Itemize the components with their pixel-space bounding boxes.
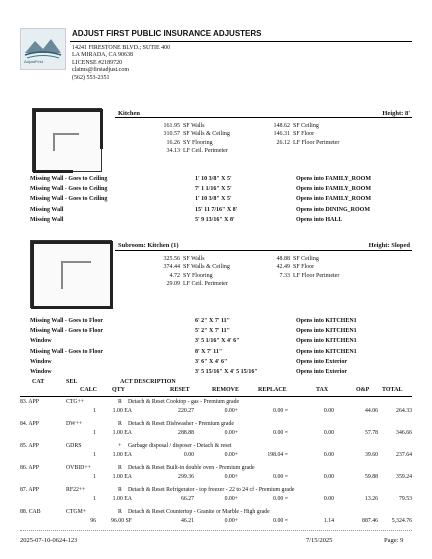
row-action: R bbox=[118, 399, 122, 405]
metric-row bbox=[152, 280, 230, 288]
row-op: 887.46 bbox=[362, 518, 378, 524]
row-replace: 0.00 = bbox=[273, 408, 288, 414]
opening-name: Window bbox=[30, 338, 52, 345]
opening-name: Missing Wall - Goes to Ceiling bbox=[30, 186, 108, 193]
opening-dim: 1' 10 3/8" X 5' bbox=[195, 176, 232, 182]
col-calc: CALC bbox=[80, 387, 98, 393]
opening-target: Opens into FAMILY_ROOM bbox=[296, 196, 372, 203]
company-contact bbox=[72, 45, 170, 82]
row-reset: 220.27 bbox=[178, 408, 194, 414]
row-calc: 1 bbox=[93, 408, 96, 414]
opening-row bbox=[30, 207, 412, 217]
opening-target: Opens into KITCHEN1 bbox=[296, 348, 357, 355]
row-total: 359.24 bbox=[396, 474, 412, 480]
opening-dim: 5' 9 13/16" X 8' bbox=[195, 216, 235, 223]
opening-target: Opens into KITCHEN1 bbox=[296, 328, 357, 335]
metric-unit: SF Ceiling bbox=[293, 123, 319, 129]
opening-dim: 3' 5 15/16" X 4' 5 15/16" bbox=[195, 368, 258, 375]
metric-value: 26.12 bbox=[276, 139, 290, 146]
metric-unit: LF Ceil. Perimeter bbox=[183, 148, 228, 155]
col-op: O&P bbox=[356, 387, 370, 393]
row-remove: 0.00+ bbox=[224, 474, 238, 480]
row-selector: RF22++ bbox=[66, 487, 86, 493]
row-calc: 1 bbox=[93, 496, 96, 502]
row-total: 346.66 bbox=[396, 430, 412, 436]
row-total: 5,324.76 bbox=[391, 518, 412, 524]
row-replace: 0.00 = bbox=[273, 496, 288, 502]
table-row bbox=[20, 508, 412, 530]
row-total: 264.33 bbox=[396, 408, 412, 414]
opening-dim: 8' X 7' 11" bbox=[195, 348, 223, 355]
row-calc: 96 bbox=[90, 518, 96, 524]
row-reset: 288.88 bbox=[178, 430, 194, 436]
metric-unit: SF Walls & Ceiling bbox=[183, 131, 230, 138]
opening-row bbox=[30, 328, 412, 338]
opening-target: Opens into Exterior bbox=[296, 358, 347, 365]
company-name: ADJUST FIRST PUBLIC INSURANCE ADJUSTERS bbox=[72, 29, 262, 38]
col-act: ACT DESCRIPTION bbox=[120, 379, 176, 385]
metric-row bbox=[262, 122, 339, 130]
opening-dim: 5' 2" X 7' 11" bbox=[195, 328, 230, 335]
metric-row bbox=[262, 263, 339, 271]
metric-unit: SY Flooring bbox=[183, 139, 213, 146]
subroom-title: Subroom: Kitchen (1) bbox=[118, 242, 179, 249]
subroom-openings bbox=[30, 318, 412, 379]
kitchen-rule bbox=[115, 117, 412, 118]
opening-dim: 7' 1 1/16" X 5' bbox=[195, 186, 232, 193]
row-selector: DW++ bbox=[66, 421, 83, 427]
row-selector: CTG++ bbox=[66, 399, 85, 405]
metric-row bbox=[152, 130, 230, 138]
metric-row bbox=[262, 130, 339, 138]
subroom-floor-plan bbox=[30, 240, 112, 308]
opening-dim: 1' 10 3/8" X 5' bbox=[195, 196, 232, 203]
row-number: 84. APP bbox=[20, 421, 40, 427]
row-op: 44.06 bbox=[364, 408, 378, 414]
row-number: 83. APP bbox=[20, 399, 40, 405]
row-replace: 0.00 = bbox=[273, 518, 288, 524]
opening-target: Opens into DINING_ROOM bbox=[296, 206, 371, 213]
row-description: Detach & Reset Countertop - Granite or Marble - High grade bbox=[128, 509, 270, 515]
opening-name: Window bbox=[30, 358, 52, 365]
opening-row bbox=[30, 196, 412, 206]
opening-name: Window bbox=[30, 368, 52, 375]
subroom-rule bbox=[115, 250, 412, 251]
row-description: Garbage disposal / disposer - Detach & reset bbox=[128, 443, 232, 449]
metric-unit: LF Floor Perimeter bbox=[293, 272, 340, 279]
row-description: Detach & Reset Cooktop - gas - Premium grade bbox=[128, 399, 240, 405]
opening-dim: 3' 6" X 4' 6" bbox=[195, 358, 228, 365]
metric-value: 146.31 bbox=[273, 131, 290, 138]
opening-name: Missing Wall - Goes to Floor bbox=[30, 328, 104, 335]
metric-row bbox=[152, 263, 230, 271]
metric-value: 34.13 bbox=[166, 148, 180, 155]
footer-page: Page: 9 bbox=[384, 537, 404, 544]
metric-row bbox=[152, 122, 230, 130]
metric-value: 29.09 bbox=[166, 281, 180, 288]
metric-unit: LF Ceil. Perimeter bbox=[183, 281, 228, 288]
opening-target: Opens into FAMILY_ROOM bbox=[296, 186, 372, 193]
kitchen-metrics-right bbox=[262, 122, 339, 147]
opening-row bbox=[30, 349, 412, 359]
row-reset: 299.36 bbox=[178, 474, 194, 480]
metric-row bbox=[262, 139, 339, 147]
row-tax: 1.14 bbox=[323, 518, 334, 524]
opening-name: Missing Wall - Goes to Floor bbox=[30, 348, 104, 355]
subroom-metrics-left bbox=[152, 255, 230, 289]
subroom-metrics-right bbox=[262, 255, 339, 280]
kitchen-floor-plan bbox=[32, 108, 102, 172]
metric-unit: SF Walls bbox=[183, 123, 205, 129]
metric-value: 4.72 bbox=[169, 272, 180, 279]
opening-row bbox=[30, 318, 412, 328]
row-reset: 0.00 bbox=[183, 452, 194, 458]
row-op: 59.88 bbox=[364, 474, 378, 480]
metric-value: 325.56 bbox=[163, 256, 180, 262]
row-remove: 0.00+ bbox=[224, 408, 238, 414]
metric-unit: SF Ceiling bbox=[293, 256, 319, 262]
row-description: Detach & Reset Refrigerator - top freezer - 22 to 24 cf - Premium grade bbox=[128, 487, 295, 493]
row-description: Detach & Reset Dishwasher - Premium grade bbox=[128, 421, 234, 427]
opening-row bbox=[30, 176, 412, 186]
col-cat: CAT bbox=[32, 379, 45, 385]
row-tax: 0.00 bbox=[323, 430, 334, 436]
metric-row bbox=[262, 255, 339, 263]
opening-target: Opens into KITCHEN1 bbox=[296, 338, 357, 345]
row-qty: 1.00 EA bbox=[112, 474, 132, 480]
row-selector: OVBID++ bbox=[66, 465, 91, 471]
header-rule bbox=[70, 41, 412, 42]
opening-row bbox=[30, 186, 412, 196]
metric-value: 48.88 bbox=[276, 256, 290, 262]
license: LICENSE #2189720 bbox=[72, 59, 123, 66]
table-end-rule bbox=[20, 530, 412, 531]
col-reset: RESET bbox=[170, 387, 190, 393]
row-action: R bbox=[118, 421, 122, 427]
row-selector: CTGM+ bbox=[66, 509, 87, 515]
metric-value: 16.26 bbox=[166, 139, 180, 146]
metric-row bbox=[152, 255, 230, 263]
kitchen-metrics-left bbox=[152, 122, 230, 156]
row-action: R bbox=[118, 465, 122, 471]
row-remove: 0.00+ bbox=[224, 430, 238, 436]
metric-unit: SF Floor bbox=[293, 131, 315, 138]
email: claims@firstadjust.com bbox=[72, 67, 130, 74]
opening-row bbox=[30, 359, 412, 369]
col-tax: TAX bbox=[316, 387, 329, 393]
row-selector: GDRS bbox=[66, 443, 82, 449]
opening-name: Missing Wall bbox=[30, 216, 64, 223]
footer-claim-id: 2025-07-10-0624-123 bbox=[20, 537, 78, 544]
metric-unit: SF Floor bbox=[293, 264, 315, 271]
metric-unit: SY Flooring bbox=[183, 272, 213, 279]
row-reset: 46.21 bbox=[180, 518, 194, 524]
row-tax: 0.00 bbox=[323, 496, 334, 502]
opening-dim: 6' 2" X 7' 11" bbox=[195, 318, 230, 324]
metric-value: 148.62 bbox=[273, 123, 290, 129]
row-qty: 1.00 EA bbox=[112, 430, 132, 436]
row-number: 85. APP bbox=[20, 443, 40, 449]
row-calc: 1 bbox=[93, 452, 96, 458]
col-remove: REMOVE bbox=[212, 387, 239, 393]
opening-name: Missing Wall bbox=[30, 206, 64, 213]
metric-value: 374.44 bbox=[163, 264, 180, 271]
row-op: 39.60 bbox=[364, 452, 378, 458]
metric-unit: LF Floor Perimeter bbox=[293, 139, 340, 146]
metric-unit: SF Walls bbox=[183, 256, 205, 262]
row-action: + bbox=[118, 443, 122, 449]
row-replace: 198.04 = bbox=[267, 452, 288, 458]
opening-target: Opens into Exterior bbox=[296, 368, 347, 375]
row-qty: 96.00 SF bbox=[111, 518, 132, 524]
row-tax: 0.00 bbox=[323, 474, 334, 480]
footer-date: 7/15/2025 bbox=[306, 537, 333, 544]
metric-value: 42.49 bbox=[276, 264, 290, 271]
table-row bbox=[20, 398, 412, 420]
opening-name: Missing Wall - Goes to Ceiling bbox=[30, 196, 108, 203]
table-row bbox=[20, 420, 412, 442]
opening-row bbox=[30, 369, 412, 379]
row-qty: 1.00 EA bbox=[112, 496, 132, 502]
row-number: 88. CAB bbox=[20, 509, 41, 515]
metric-row bbox=[152, 272, 230, 280]
row-total: 237.64 bbox=[396, 452, 412, 458]
metric-unit: SF Walls & Ceiling bbox=[183, 264, 230, 271]
row-reset: 66.27 bbox=[180, 496, 194, 502]
row-description: Detach & Reset Built-in double oven - Premium grade bbox=[128, 465, 255, 471]
opening-name: Missing Wall - Goes to Ceiling bbox=[30, 176, 108, 182]
metric-row bbox=[152, 147, 230, 155]
line-items bbox=[20, 398, 412, 530]
kitchen-height: Height: 8' bbox=[382, 110, 410, 117]
row-remove: 0.00+ bbox=[224, 452, 238, 458]
row-number: 86. APP bbox=[20, 465, 40, 471]
row-total: 79.53 bbox=[398, 496, 412, 502]
table-header bbox=[20, 379, 412, 395]
logo-text: AdjustFirst bbox=[24, 59, 43, 64]
row-action: R bbox=[118, 487, 122, 493]
opening-target: Opens into HALL bbox=[296, 216, 343, 223]
table-row bbox=[20, 486, 412, 508]
phone: (562) 553-2351 bbox=[72, 74, 110, 81]
col-qty: QTY bbox=[112, 387, 126, 393]
address-line-1: 14241 FIRESTONE BLVD.; SUTIE 400 bbox=[72, 45, 171, 51]
opening-name: Missing Wall - Goes to Floor bbox=[30, 318, 104, 324]
row-op: 13.26 bbox=[364, 496, 378, 502]
opening-row bbox=[30, 217, 412, 227]
col-total: TOTAL bbox=[382, 387, 403, 393]
subroom-height: Height: Sloped bbox=[368, 242, 410, 249]
address-line-2: LA MIRADA, CA 90638 bbox=[72, 52, 134, 59]
row-replace: 0.00 = bbox=[273, 430, 288, 436]
metric-row bbox=[152, 139, 230, 147]
company-logo bbox=[20, 28, 66, 70]
row-tax: 0.00 bbox=[323, 452, 334, 458]
opening-target: Opens into FAMILY_ROOM bbox=[296, 176, 372, 182]
opening-dim: 15' 11 7/16" X 8' bbox=[195, 206, 238, 213]
opening-dim: 3' 5 1/16" X 4' 6" bbox=[195, 338, 240, 345]
row-remove: 0.00+ bbox=[224, 518, 238, 524]
row-calc: 1 bbox=[93, 474, 96, 480]
metric-row bbox=[262, 272, 339, 280]
row-qty: 1.00 EA bbox=[112, 452, 132, 458]
table-header-rule bbox=[20, 396, 412, 397]
row-calc: 1 bbox=[93, 430, 96, 436]
table-row bbox=[20, 442, 412, 464]
col-replace: REPLACE bbox=[258, 387, 287, 393]
row-op: 57.78 bbox=[364, 430, 378, 436]
metric-value: 161.95 bbox=[163, 123, 180, 129]
col-sel: SEL bbox=[66, 379, 78, 385]
row-number: 87. APP bbox=[20, 487, 40, 493]
row-replace: 0.00 = bbox=[273, 474, 288, 480]
row-tax: 0.00 bbox=[323, 408, 334, 414]
metric-value: 7.33 bbox=[279, 272, 290, 279]
opening-target: Opens into KITCHEN1 bbox=[296, 318, 357, 324]
kitchen-title: Kitchen bbox=[118, 110, 141, 117]
kitchen-openings bbox=[30, 176, 412, 227]
metric-value: 310.57 bbox=[163, 131, 180, 138]
table-row bbox=[20, 464, 412, 486]
row-action: R bbox=[118, 509, 122, 515]
opening-row bbox=[30, 338, 412, 348]
row-qty: 1.00 EA bbox=[112, 408, 132, 414]
row-remove: 0.00+ bbox=[224, 496, 238, 502]
